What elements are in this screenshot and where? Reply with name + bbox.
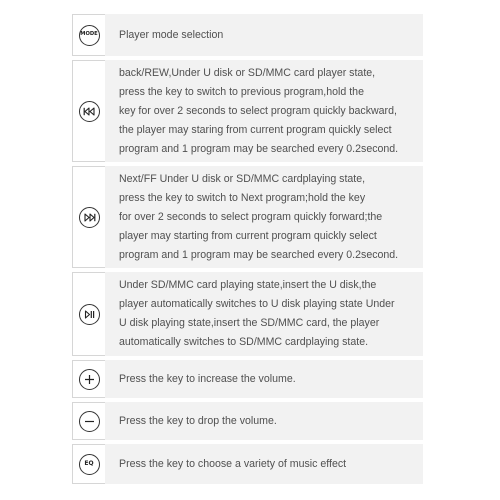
fast-forward-icon [79,207,100,228]
minus-icon [79,411,100,432]
table-row-mode [72,14,423,56]
volume-up-description: Press the key to increase the volume. [119,372,296,385]
icon-cell [72,444,105,484]
table-row-fast-forward [72,166,423,268]
eq-description: Press the key to choose a variety of music effect [119,457,347,470]
table-row-volume-up [72,360,423,398]
description-cell [105,166,423,268]
table-row-play-pause [72,272,423,356]
description-cell [105,14,423,56]
mode-icon-label: MODE [80,31,98,38]
description-cell [105,402,423,440]
table-row-volume-down [72,402,423,440]
mode-icon [79,25,100,46]
icon-cell [72,60,105,162]
rewind-description: back/REW,Under U disk or SD/MMC card player state, press the key to switch to previous program,hold the key for over 2 seconds to select program quickly backward, the player may staring from current program quickly select program and 1 program may be searched every 0.2second. [119,66,399,155]
play-pause-icon [79,304,100,325]
icon-cell [72,360,105,398]
eq-icon-label: EQ [84,460,94,467]
fast-forward-description: Next/FF Under U disk or SD/MMC cardplaying state, press the key to switch to Next program;hold the key for over 2 seconds to select program quickly forward;the player may starting from current program quickly select program and 1 program may be searched every 0.2second. [119,172,399,261]
mode-description: Player mode selection [119,28,224,41]
play-pause-description: Under SD/MMC card playing state,insert the U disk,the player automatically switches to U disk playing state Under U disk playing state,insert the SD/MMC card, the player automatically switches to SD/MMC cardplaying state. [119,279,395,348]
volume-down-description: Press the key to drop the volume. [119,414,277,427]
plus-icon [79,369,100,390]
icon-cell [72,14,105,56]
description-cell [105,360,423,398]
table-row-rewind [72,60,423,162]
eq-icon [79,454,100,475]
description-cell [105,444,423,484]
description-cell [105,60,423,162]
table-row-eq [72,444,423,484]
rewind-icon [79,101,100,122]
icon-cell [72,166,105,268]
icon-cell [72,402,105,440]
description-cell [105,272,423,356]
icon-cell [72,272,105,356]
key-function-table [72,14,423,488]
